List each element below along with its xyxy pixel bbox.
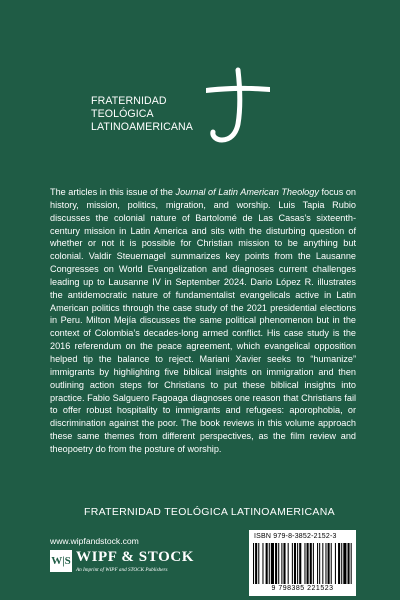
barcode-bar (275, 543, 277, 584)
barcode-bar (304, 543, 305, 584)
barcode-bar (258, 543, 259, 584)
barcode-bar (313, 543, 314, 584)
barcode-bar (335, 543, 336, 584)
journal-title: Journal of Latin American Theology (175, 187, 319, 197)
brand-line-2: TEOLÓGICA (91, 108, 154, 120)
barcode-bar (294, 543, 296, 584)
isbn-label: ISBN 979-8-3852-2152-3 (254, 533, 337, 540)
barcode-bar (288, 543, 289, 584)
barcode-bar (317, 543, 318, 584)
brand-name (91, 95, 193, 134)
barcode-bar (266, 543, 268, 584)
barcode-bar (331, 543, 332, 584)
brand-line-3: LATINOAMERICANA (91, 121, 193, 133)
barcode-bar (325, 543, 326, 584)
barcode-bar (255, 543, 257, 584)
publisher-tagline: An Imprint of WIPF and STOCK Publishers (76, 567, 168, 573)
publisher-logo-mark: W|S (50, 550, 72, 572)
description-paragraph (50, 186, 356, 456)
barcode-bar (292, 543, 293, 584)
organization-name-footer: FRATERNIDAD TEOLÓGICA LATINOAMERICANA (84, 506, 335, 518)
brand-line-1: FRATERNIDAD (91, 95, 167, 107)
barcode-bar (348, 543, 350, 584)
barcode-bar (283, 543, 285, 584)
barcode-bar (338, 543, 340, 584)
description-intro: The articles in this issue of the (50, 187, 176, 197)
barcode-bar (322, 543, 323, 584)
barcode-bar (319, 543, 320, 584)
barcode-bar (299, 543, 301, 584)
barcode-number: 9 798385 221523 (271, 585, 334, 592)
publisher-website: www.wipfandstock.com (50, 536, 139, 546)
barcode-bar (297, 543, 298, 584)
barcode-bar (278, 543, 279, 584)
cross-t-logo-icon (196, 66, 276, 148)
barcode-bar (343, 543, 346, 584)
barcode-bar (269, 543, 270, 584)
barcode-bar (262, 543, 263, 584)
barcode-bar (328, 543, 330, 584)
barcode-bar (271, 543, 274, 584)
description-rest: focus on history, mission, politics, migration, and worship. Luis Tapia Rubio discusses the colonial nature of Bartolomé de Las Casas’s sixteenth-century mission in Latin America and sits with the disturbing question of whether or not it is possible for Christian mission to be anything but colonial. Valdir Steuernagel summarizes key points from the Lausanne Congresses on World Evangelization and diagnoses current challenges leading up to Lausanne IV in September 2024. Dario López R. illustrates the antidemocratic nature of fundamentalist evangelicals active in Latin American politics through the case study of the 2021 presidential elections in Peru. Milton Mejía discusses the same political phenomenon but in the context of Colombia’s decades-long armed conflict. His case study is the 2016 referendum on the peace agreement, which evangelical opposition helped tip the balance to reject. Mariani Xavier seeks to “humanize” immigrants by highlighting five biblical insights on immigration and then outlining action steps for Christians to put these biblical insights into practice. Fabio Salguero Fagoaga diagnoses one reason that Christians fail to offer robust hospitality to immigrants and refugees: aporophobia, or discrimination against the poor. The book reviews in this volume approach these same themes from different perspectives, as the film review and theopoetry do from the posture of worship. (50, 187, 356, 454)
publisher-name: WIPF & STOCK (76, 549, 195, 565)
barcode-bar (341, 543, 342, 584)
barcode-bar (310, 543, 312, 584)
barcode-bar (307, 543, 309, 584)
barcode-bar (281, 543, 282, 584)
barcode-graphic-icon (253, 543, 352, 584)
barcode-bar (351, 543, 352, 584)
barcode-bar (253, 543, 254, 584)
barcode-box (249, 530, 356, 596)
